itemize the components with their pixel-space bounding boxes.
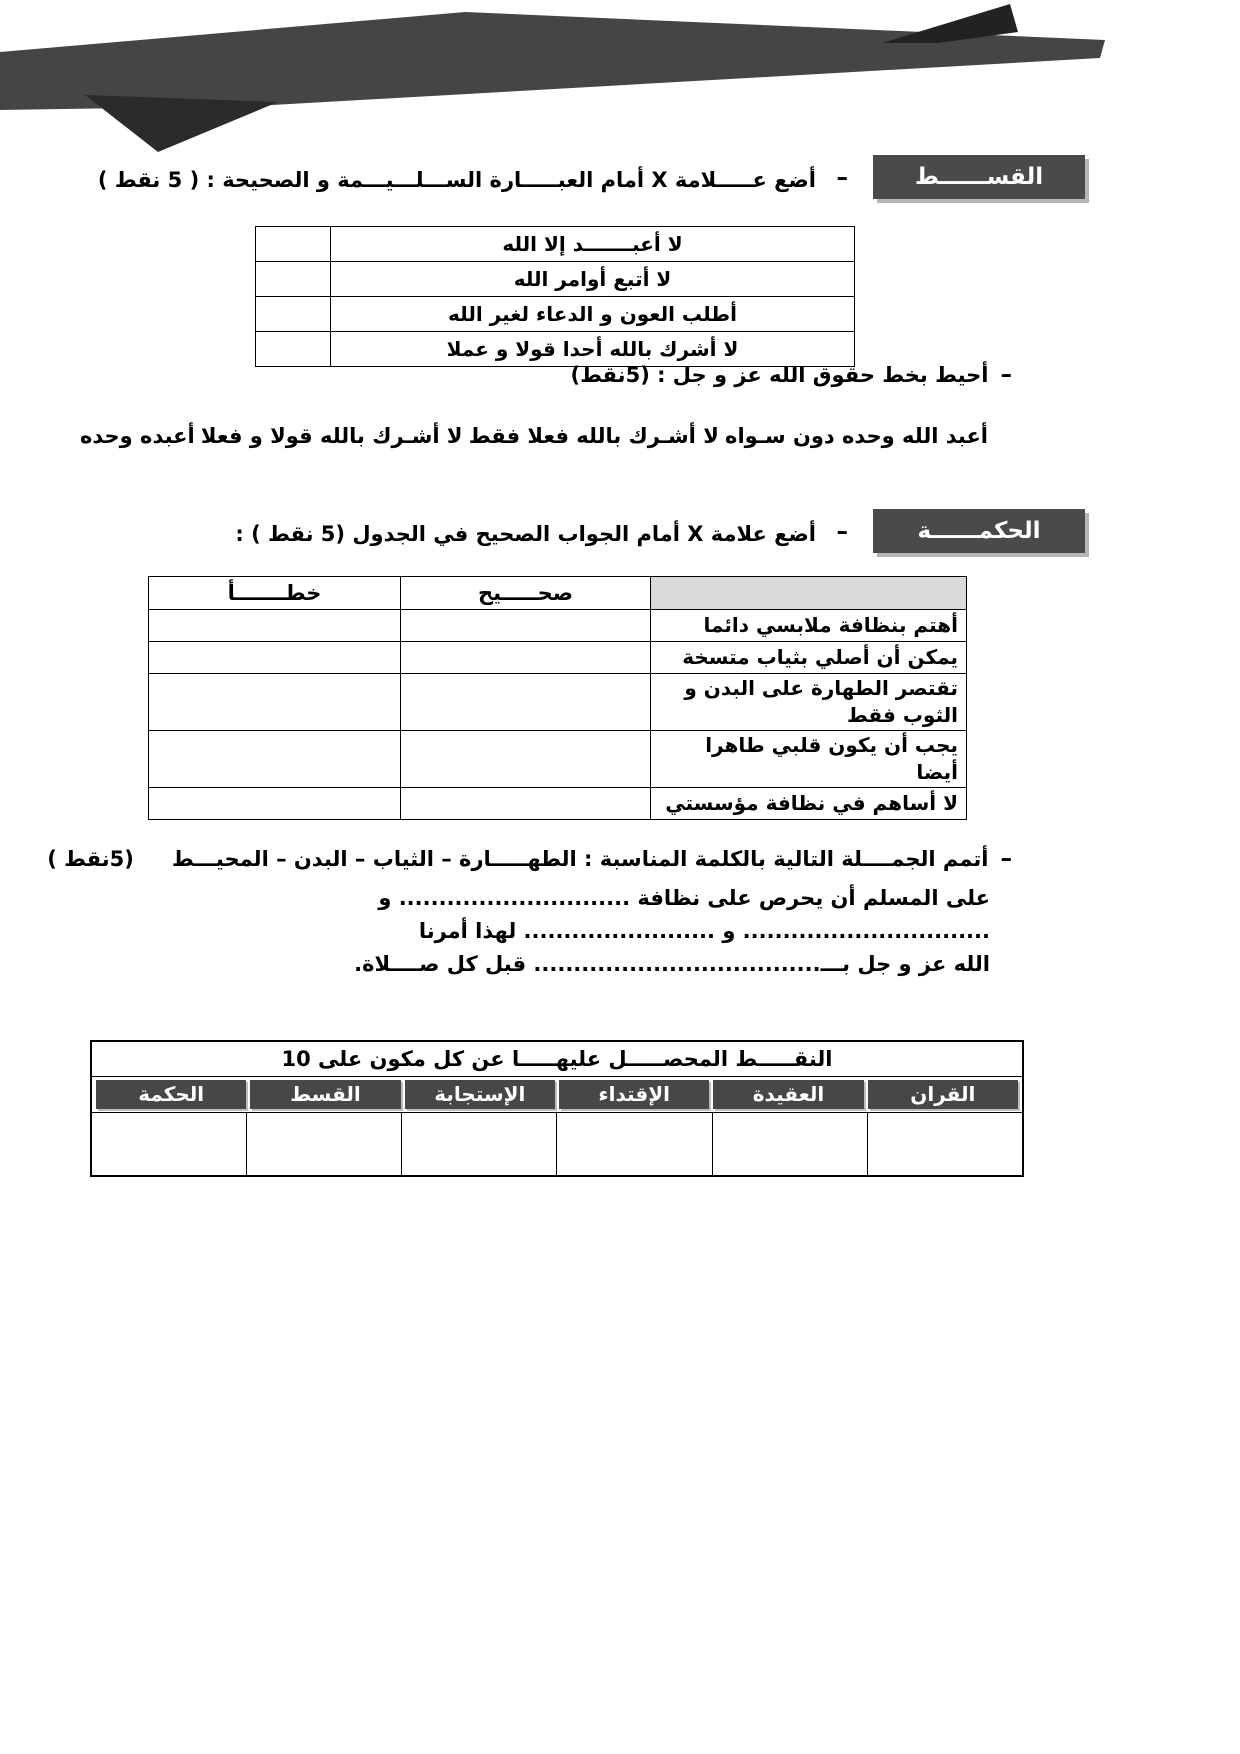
table-row (149, 674, 967, 731)
statement-cell: أطلب العون و الدعاء لغير الله (331, 297, 855, 332)
score-column-header: القران (868, 1080, 1018, 1109)
statement-cell: يجب أن يكون قلبي طاهرا أيضا (651, 731, 967, 788)
hikma-table (148, 576, 967, 820)
table-row (256, 227, 855, 262)
answer-cell (149, 788, 401, 820)
statements-header-cell (651, 577, 967, 610)
answer-cell (401, 642, 651, 674)
statement-cell: لا أتبع أوامر الله (331, 262, 855, 297)
answer-cell (256, 297, 331, 332)
correct-column-header: صحـــــيح (401, 577, 651, 610)
completion-line-2: الله عز و جل بـــ.................................... قبل كل صــــلاة. (354, 952, 990, 976)
answer-cell (401, 610, 651, 642)
answer-cell (256, 332, 331, 367)
answer-cell (401, 674, 651, 731)
completion-text-block (190, 882, 990, 981)
answer-cell (401, 788, 651, 820)
statement-cell: تقتصر الطهارة على البدن و الثوب فقط (651, 674, 967, 731)
table-row (149, 610, 967, 642)
table-header-row (149, 577, 967, 610)
table-row (149, 788, 967, 820)
score-table (90, 1040, 1024, 1177)
answer-cell (149, 731, 401, 788)
hikma-instruction: أضع علامة X أمام الجواب الصحيح في الجدول (5 نقط ) : (235, 522, 816, 546)
underline-option: أعبده وحده (80, 424, 195, 448)
answer-cell (149, 610, 401, 642)
completion-line-1: على المسلم أن يحرص على نظافة ............................. و ............................... و ........................ لهذا أمرنا (378, 886, 990, 943)
statement-cell: أهتم بنظافة ملابسي دائما (651, 610, 967, 642)
qist-dash: – (836, 165, 848, 191)
wrong-column-header: خطـــــــأ (149, 577, 401, 610)
answer-cell (401, 731, 651, 788)
qist-table (255, 226, 855, 367)
score-column-header: الحكمة (96, 1080, 246, 1109)
underline-instruction-row (570, 360, 1012, 390)
score-cell (401, 1113, 556, 1175)
banner-graphic (0, 0, 1240, 165)
statement-cell: لا أعبـــــــد إلا الله (331, 227, 855, 262)
answer-cell (256, 227, 331, 262)
statement-cell: لا أشرك بالله أحدا قولا و عملا (331, 332, 855, 367)
completion-points: (5نقط ) (47, 847, 134, 871)
score-cell (712, 1113, 867, 1175)
completion-instruction: أتمم الجمــــلة التالية بالكلمة المناسبة : الطهـــــارة – الثياب – البدن – المحيـــط (171, 847, 989, 871)
score-cell (867, 1113, 1022, 1175)
statement-cell: يمكن أن أصلي بثياب متسخة (651, 642, 967, 674)
underline-option: أعبد الله وحده دون سـواه (725, 424, 988, 448)
answer-cell (149, 674, 401, 731)
table-row (256, 262, 855, 297)
underline-dash: – (1000, 362, 1012, 388)
answer-cell (149, 642, 401, 674)
answer-cell (256, 262, 331, 297)
underline-instruction: أحيط بخط حقوق الله عز و جل : (5نقط) (570, 363, 989, 387)
score-column-header: العقيدة (713, 1080, 863, 1109)
table-row (149, 731, 967, 788)
score-column-header: الإستجابة (405, 1080, 555, 1109)
hikma-dash: – (836, 519, 848, 545)
score-column-header: الإقتداء (559, 1080, 709, 1109)
completion-instruction-row (47, 844, 1012, 874)
score-table-header-row (92, 1077, 1022, 1113)
section-box-hikma: الحكمــــــة (873, 509, 1085, 553)
score-cell (556, 1113, 711, 1175)
underline-option: لا أشـرك بالله فعلا فقط (468, 424, 719, 448)
score-table-empty-row (92, 1113, 1022, 1175)
banner-swoosh-shape (85, 95, 278, 152)
score-cell (246, 1113, 401, 1175)
score-table-title: النقـــــط المحصـــــل عليهـــــا عن كل مكون على 10 (92, 1042, 1022, 1077)
table-row (256, 297, 855, 332)
table-row (149, 642, 967, 674)
underline-options-row (80, 424, 988, 448)
section-box-qist: القســــــط (873, 155, 1085, 199)
qist-instruction: أضع عـــــلامة X أمام العبـــــارة الســـلـــيـــمة و الصحيحة : ( 5 نقط ) (97, 168, 816, 192)
score-cell (92, 1113, 246, 1175)
statement-cell: لا أساهم في نظافة مؤسستي (651, 788, 967, 820)
score-column-header: القسط (250, 1080, 400, 1109)
underline-option: لا أشـرك بالله قولا و فعلا (200, 424, 463, 448)
completion-dash: – (1000, 846, 1012, 872)
